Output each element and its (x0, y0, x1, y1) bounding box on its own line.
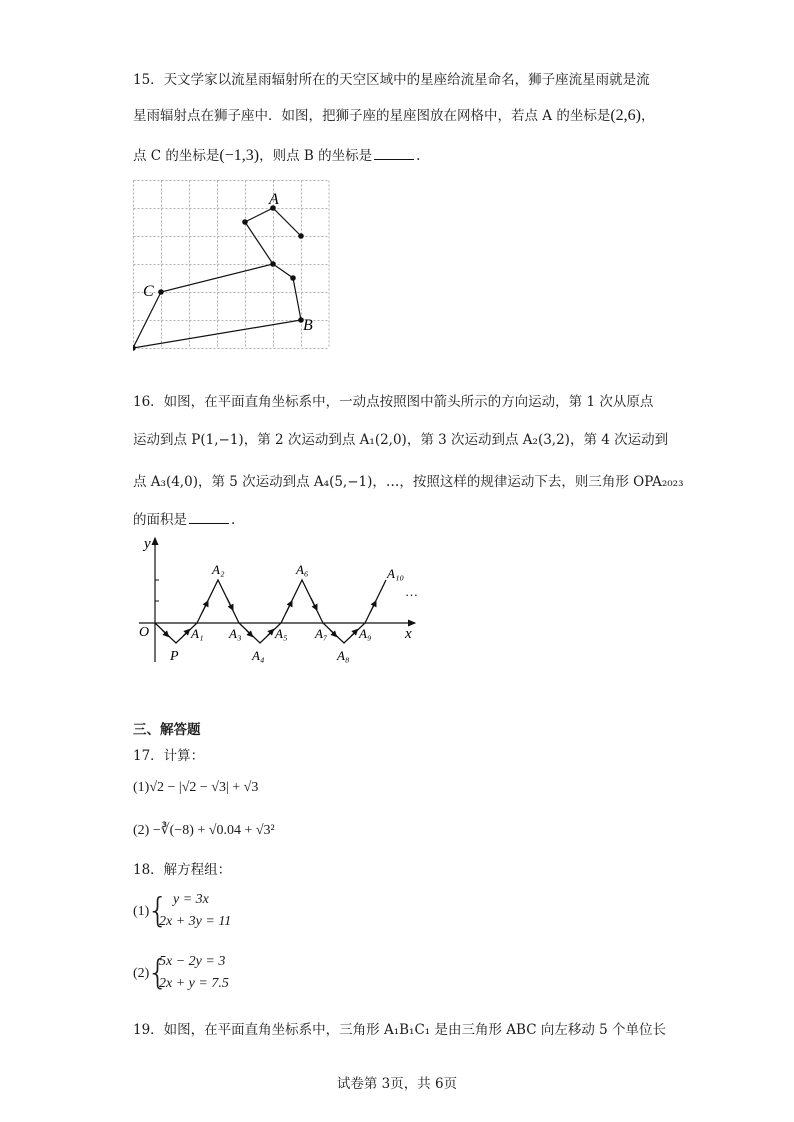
q18-p2-label: (2) (133, 966, 150, 981)
q18-p1-eq2: 2x + 3y = 11 (159, 914, 232, 929)
q15-constellation-figure (133, 180, 333, 352)
q15-line1: 15．天文学家以流星雨辐射所在的天空区域中的星座给流星命名，狮子座流星雨就是流 (133, 72, 650, 88)
q16-label-a2: A₂ (212, 562, 225, 577)
q16-line4-text: 的面积是 (133, 512, 187, 528)
q16-zigzag-path (155, 580, 386, 643)
q15-line2: 星雨辐射点在狮子座中．如图，把狮子座的星座图放在网格中，若点 A 的坐标是(2,6)， (133, 107, 655, 124)
q18-p2-brace: { (147, 953, 169, 993)
q18-p1-label: (1) (133, 904, 150, 919)
q19-line1: 19．如图，在平面直角坐标系中，三角形 A₁B₁C₁ 是由三角形 ABC 向左移动 5 个单位长 (133, 1022, 666, 1038)
q16-answer-blank (189, 523, 229, 524)
q17-title: 17．计算： (133, 748, 205, 764)
q15-line3-pre: 点 C 的坐标是 (133, 148, 220, 164)
q16-label-a8: A₈ (337, 648, 350, 663)
q15-line2-text: 星雨辐射点在狮子座中．如图，把狮子座的星座图放在网格中，若点 A 的坐标是 (133, 108, 611, 124)
q18-p1-brace: { (147, 891, 169, 931)
q18-title: 18．解方程组： (133, 862, 232, 878)
q16-label-a4: A₄ (252, 648, 265, 663)
q16-origin-label: O (139, 625, 150, 640)
q17-part1: (1)√2 − |√2 − √3| + √3 (133, 780, 259, 795)
q17-part2: (2) −∛(−8) + √0.04 + √3² (133, 823, 275, 838)
q15-line3 (133, 144, 420, 165)
q16-ellipsis: … (405, 584, 418, 599)
q15-line3-post: ，则点 B 的坐标是 (259, 148, 373, 164)
page-footer: 试卷第 3页，共 6页 (336, 1076, 458, 1092)
q16-ticks (155, 580, 159, 601)
q15-coord-a: (2,6) (610, 107, 641, 124)
q15-label-a: A (269, 191, 279, 208)
q16-line1: 16．如图，在平面直角坐标系中，一动点按照图中箭头所示的方向运动，第 1 次从原点 (133, 394, 654, 410)
q16-zigzag-figure (135, 532, 425, 664)
q16-label-a9: A₉ (359, 626, 372, 641)
q16-label-a7: A₇ (315, 626, 328, 641)
q15-answer-blank (374, 159, 414, 160)
q16-label-a5: A₅ (275, 626, 288, 641)
q16-label-a10: A₁₀ (387, 566, 404, 581)
q16-line3: 点 A₃(4,0)，第 5 次运动到点 A₄(5,−1)，…，按照这样的规律运动下去，则三角形 OPA₂₀₂₃ (133, 474, 684, 490)
q18-p1-eq1: y = 3x (173, 892, 209, 907)
q18-system-2 (133, 952, 273, 996)
q15-label-b: B (303, 317, 313, 334)
q16-x-label: x (405, 626, 412, 642)
q16-label-p: P (170, 649, 179, 664)
q18-system-1 (133, 890, 273, 934)
q15-coord-c: (−1,3) (219, 147, 260, 164)
q15-label-c: C (143, 283, 154, 300)
q16-y-label: y (144, 536, 151, 552)
q16-end: . (231, 512, 236, 528)
q16-label-a1: A₁ (191, 626, 204, 641)
q18-p2-eq2: 2x + y = 7.5 (159, 976, 229, 991)
q15-grid (134, 181, 330, 349)
q16-label-a3: A₃ (229, 626, 242, 641)
q15-end: . (416, 148, 421, 164)
q16-line2: 运动到点 P(1,−1)，第 2 次运动到点 A₁(2,0)，第 3 次运动到点 A₂(3,2)，第 4 次运动到 (133, 432, 669, 448)
q16-line4 (133, 508, 235, 528)
q18-p2-eq1: 5x − 2y = 3 (159, 954, 226, 969)
section-3-heading: 三、解答题 (133, 722, 201, 738)
q15-constellation-lines (133, 208, 301, 348)
q16-label-a6: A₆ (296, 562, 309, 577)
